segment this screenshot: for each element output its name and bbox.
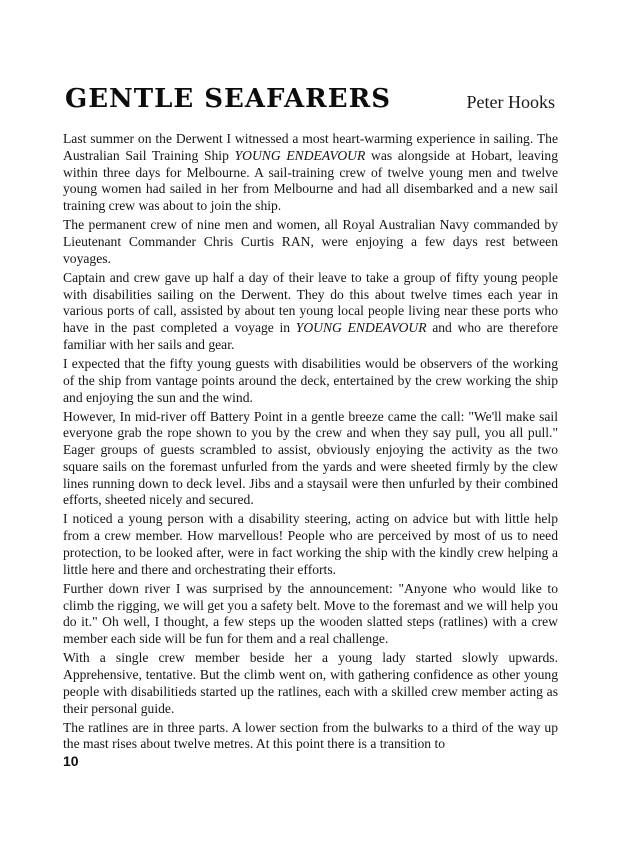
paragraph-text: and who are therefore familiar with her sails and gear. (63, 320, 558, 352)
article-header (65, 84, 555, 120)
paragraph-6 (63, 511, 558, 578)
article-author: Peter Hooks (466, 92, 555, 112)
paragraph-text: Captain and crew gave up half a day of their leave to take a group of fifty young people with disabilities sailing on the Derwent. They do this about twelve times each year in various ports of call, assisted by about ten young local people living near these ports who have in the past completed a voyage in (63, 269, 558, 336)
paragraph-4 (63, 356, 558, 406)
paragraph-5 (63, 409, 558, 510)
paragraph-1 (63, 131, 558, 215)
article-title: GENTLE SEAFARERS (65, 84, 391, 114)
paragraph-text: With a single crew member beside her a young lady started slowly upwards. Apprehensive, tentative. But the climb went on, with gathering confidence as other young people with disabilitieds started up the ratlines, each with a skilled crew member acting as their personal guide. (63, 650, 558, 716)
ship-name: YOUNG ENDEAVOUR (234, 147, 366, 163)
paragraph-9 (63, 720, 558, 754)
paragraph-text: was alongside at Hobart, leaving within three days for Melbourne. A sail-training crew of twelve young men and twelve young women had sailed in her from Melbourne and had all disembarked and a new sail training crew was about to join the ship. (63, 147, 558, 214)
paragraph-7 (63, 581, 558, 648)
paragraph-8 (63, 650, 558, 717)
paragraph-text: I noticed a young person with a disability steering, acting on advice but with little help from a crew member. How marvellous! People who are perceived by most of us to need protection, to be looked after, were in fact working the ship with the kindly crew helping a little here and there and orchestrating their efforts. (63, 511, 558, 577)
paragraph-text: I expected that the fifty young guests with disabilities would be observers of the working of the ship from vantage points around the deck, entertained by the crew working the ship and enjoying the sun and the wind. (63, 355, 558, 405)
page-number: 10 (63, 753, 79, 769)
paragraph-text: The permanent crew of nine men and women, all Royal Australian Navy commanded by Lieutenant Commander Chris Curtis RAN, were enjoying a few days rest between voyages. (63, 217, 558, 266)
paragraph-2 (63, 217, 558, 267)
paragraph-text: Further down river I was surprised by the announcement: "Anyone who would like to climb the rigging, we will get you a safety belt. Move to the foremast and we will help you do it." Oh well, I thought, a few steps up the wooden slatted steps (ratlines) with a crew member each side will be fun for them and a real challenge. (63, 580, 558, 647)
paragraph-text: However, In mid-river off Battery Point in a gentle breeze came the call: "We'll make sail everyone grab the rope shown to you by the crew and when they say pull, you all pull." Eager groups of guests scrambled to assist, obviously enjoying the activity as the two square sails on the foremast unfurled from the yards and were sheeted firmly by the clew lines running down to deck level. Jibs and a staysail were then unfurled by their combined efforts, sheeted nicely and secured. (63, 408, 558, 508)
ship-name: YOUNG ENDEAVOUR (295, 320, 427, 336)
paragraph-3 (63, 270, 558, 354)
article-body (63, 131, 558, 755)
paragraph-text: The ratlines are in three parts. A lower section from the bulwarks to a third of the way up the mast rises about twelve metres. At this point there is a transition to (63, 719, 558, 752)
paragraph-text: Last summer on the Derwent I witnessed a most heart-warming experience in sailing. The Australian Sail Training Ship (63, 131, 558, 163)
